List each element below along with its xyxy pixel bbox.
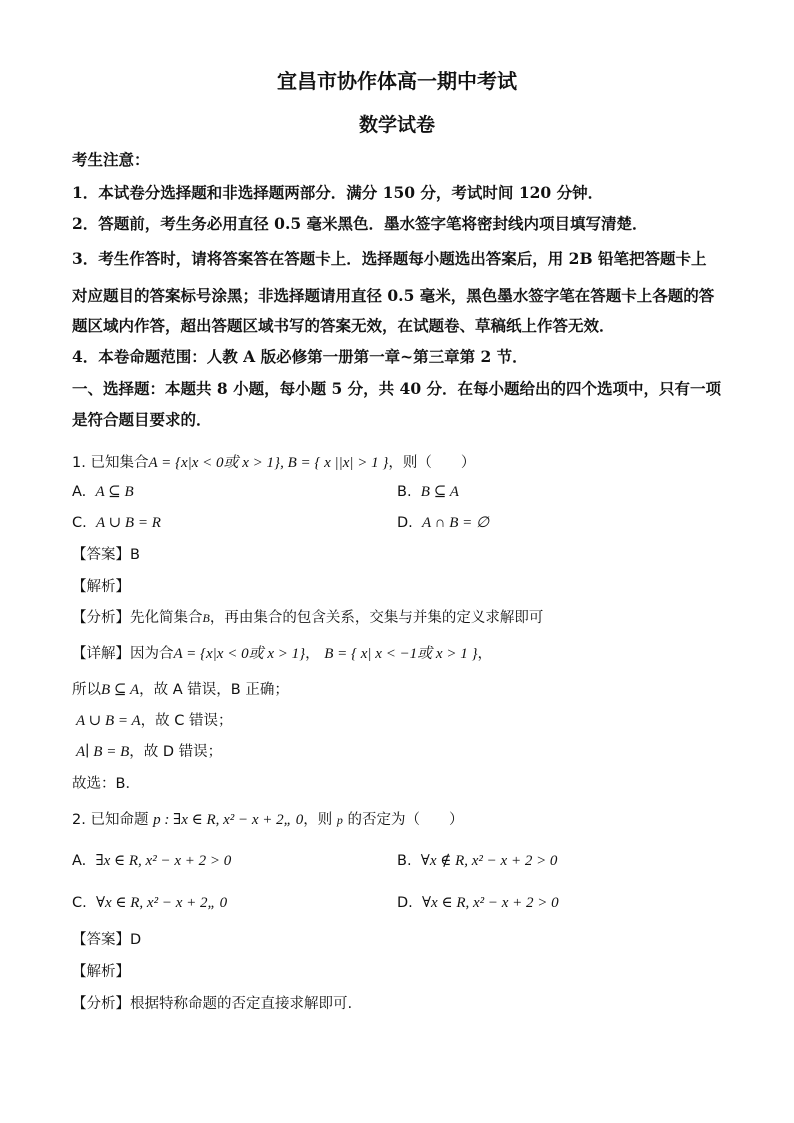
q2-prefix: 2. 已知命题 xyxy=(72,812,149,828)
q1-option-a xyxy=(72,485,134,500)
q2-answer: 【答案】D xyxy=(72,932,142,948)
q1-answer: 【答案】B xyxy=(72,547,140,563)
q1-fenxi-var: B xyxy=(202,611,210,625)
q1-line2-expr: B ⊆ A xyxy=(101,682,140,698)
q1-line2-tail: ，故 A 错误，B 正确； xyxy=(139,682,289,698)
question-1 xyxy=(72,456,475,471)
note-3-cont-2: 题区域内作答，超出答题区域书写的答案无效，在试题卷、草稿纸上作答无效． xyxy=(72,316,615,335)
q2-option-d-expr: ∀x ∈ R, x² − x + 2 > 0 xyxy=(422,895,559,911)
q1-conclusion: 故选：B． xyxy=(72,776,140,792)
q2-option-c xyxy=(72,896,227,911)
section-heading: 一、选择题：本题共 8 小题，每小题 5 分，共 40 分．在每小题给出的四个选项中，只有一项 xyxy=(72,379,722,398)
q1-option-b-expr: B ⊆ A xyxy=(420,484,459,500)
q2-option-b-label: B. xyxy=(397,853,412,869)
q2-option-c-label: C. xyxy=(72,895,87,911)
q1-fenxi-label: 【分析】 xyxy=(72,610,130,626)
q2-var: p xyxy=(336,813,343,827)
q2-option-b xyxy=(397,854,557,869)
q1-option-a-label: A. xyxy=(72,484,87,500)
q2-option-b-expr: ∀x ∉ R, x² − x + 2 > 0 xyxy=(420,853,558,869)
q1-option-c-label: C. xyxy=(72,515,87,531)
q1-option-c-expr: A ∪ B = R xyxy=(95,515,161,531)
q1-suffix: ，则（ ） xyxy=(388,455,476,471)
q1-detail-label: 【详解】 xyxy=(72,646,130,662)
q2-fenxi: 【分析】根据特称命题的否定直接求解即可. xyxy=(72,996,353,1012)
q1-set-b: , B = { x ||x| > 1 } xyxy=(280,455,389,471)
q2-option-c-expr: ∀x ∈ R, x² − x + 2„ 0 xyxy=(95,895,228,911)
q1-jiexi: 【解析】 xyxy=(72,579,130,595)
notice-header: 考生注意： xyxy=(72,150,150,169)
q1-detail xyxy=(72,647,492,662)
q1-line3-expr: A ∪ B = A xyxy=(76,713,141,729)
note-4: 4．本卷命题范围：人教 A 版必修第一册第一章~第三章第 2 节． xyxy=(72,347,528,366)
q1-set-a: A = {x|x < 0或 x > 1} xyxy=(148,455,281,471)
q1-fenxi-text-b: ，再由集合的包含关系，交集与并集的定义求解即可 xyxy=(209,610,544,626)
exam-subtitle: 数学试卷 xyxy=(358,114,435,136)
q1-option-c xyxy=(72,516,161,531)
q2-option-a-label: A. xyxy=(72,853,87,869)
q1-option-b xyxy=(397,485,459,500)
q2-option-d xyxy=(397,896,559,911)
question-2 xyxy=(72,813,464,828)
q1-detail-end: ， xyxy=(477,646,492,662)
q1-line4-tail: ，故 D 错误； xyxy=(129,744,223,760)
q2-option-d-label: D. xyxy=(397,895,413,911)
note-3-cont-1: 对应题目的答案标号涂黑；非选择题请用直径 0.5 毫米，黑色墨水签字笔在答题卡上各题的答 xyxy=(72,286,715,305)
q1-fenxi-text-a: 先化简集合 xyxy=(130,610,203,626)
q2-option-a-expr: ∃x ∈ R, x² − x + 2 > 0 xyxy=(95,853,232,869)
q2-suffix: 的否定为（ ） xyxy=(347,812,464,828)
note-2: 2．答题前，考生务必用直径 0.5 毫米黑色．墨水签字笔将密封线内项目填写清楚． xyxy=(72,214,648,233)
q1-option-d-label: D. xyxy=(397,515,413,531)
q1-option-d-expr: A ∩ B = ∅ xyxy=(422,515,490,531)
note-3: 3．考生作答时，请将答案答在答题卡上．选择题每小题选出答案后，用 2B 铅笔把答题卡上 xyxy=(72,249,707,268)
section-heading-cont: 是符合题目要求的． xyxy=(72,410,212,429)
q1-detail-expr-2: B = { x| x < −1或 x > 1 } xyxy=(324,646,478,662)
q1-detail-line-2 xyxy=(72,683,289,698)
q2-option-a xyxy=(72,854,231,869)
q2-mid: ，则 xyxy=(303,812,333,828)
q2-jiexi: 【解析】 xyxy=(72,964,130,980)
q1-option-a-expr: A ⊆ B xyxy=(95,484,134,500)
q1-detail-sep: ， xyxy=(305,646,320,662)
q1-detail-text: 因为合 xyxy=(130,646,174,662)
q1-detail-line-4 xyxy=(76,745,222,760)
q1-option-b-label: B. xyxy=(397,484,412,500)
q1-line2-text: 所以 xyxy=(72,682,101,698)
q1-line4-expr: A∣ B = B xyxy=(76,744,130,760)
q1-detail-expr-1: A = {x|x < 0或 x > 1} xyxy=(173,646,306,662)
q2-expr: p : ∃x ∈ R, x² − x + 2„ 0 xyxy=(153,812,304,828)
q1-option-d xyxy=(397,516,489,531)
exam-title: 宜昌市协作体高一期中考试 xyxy=(277,69,517,93)
note-1: 1．本试卷分选择题和非选择题两部分．满分 150 分，考试时间 120 分钟． xyxy=(72,183,604,202)
q1-prefix: 1. 已知集合 xyxy=(72,455,149,471)
q1-detail-line-3 xyxy=(76,714,232,729)
q1-fenxi xyxy=(72,611,543,626)
q1-line3-tail: ，故 C 错误； xyxy=(140,713,233,729)
